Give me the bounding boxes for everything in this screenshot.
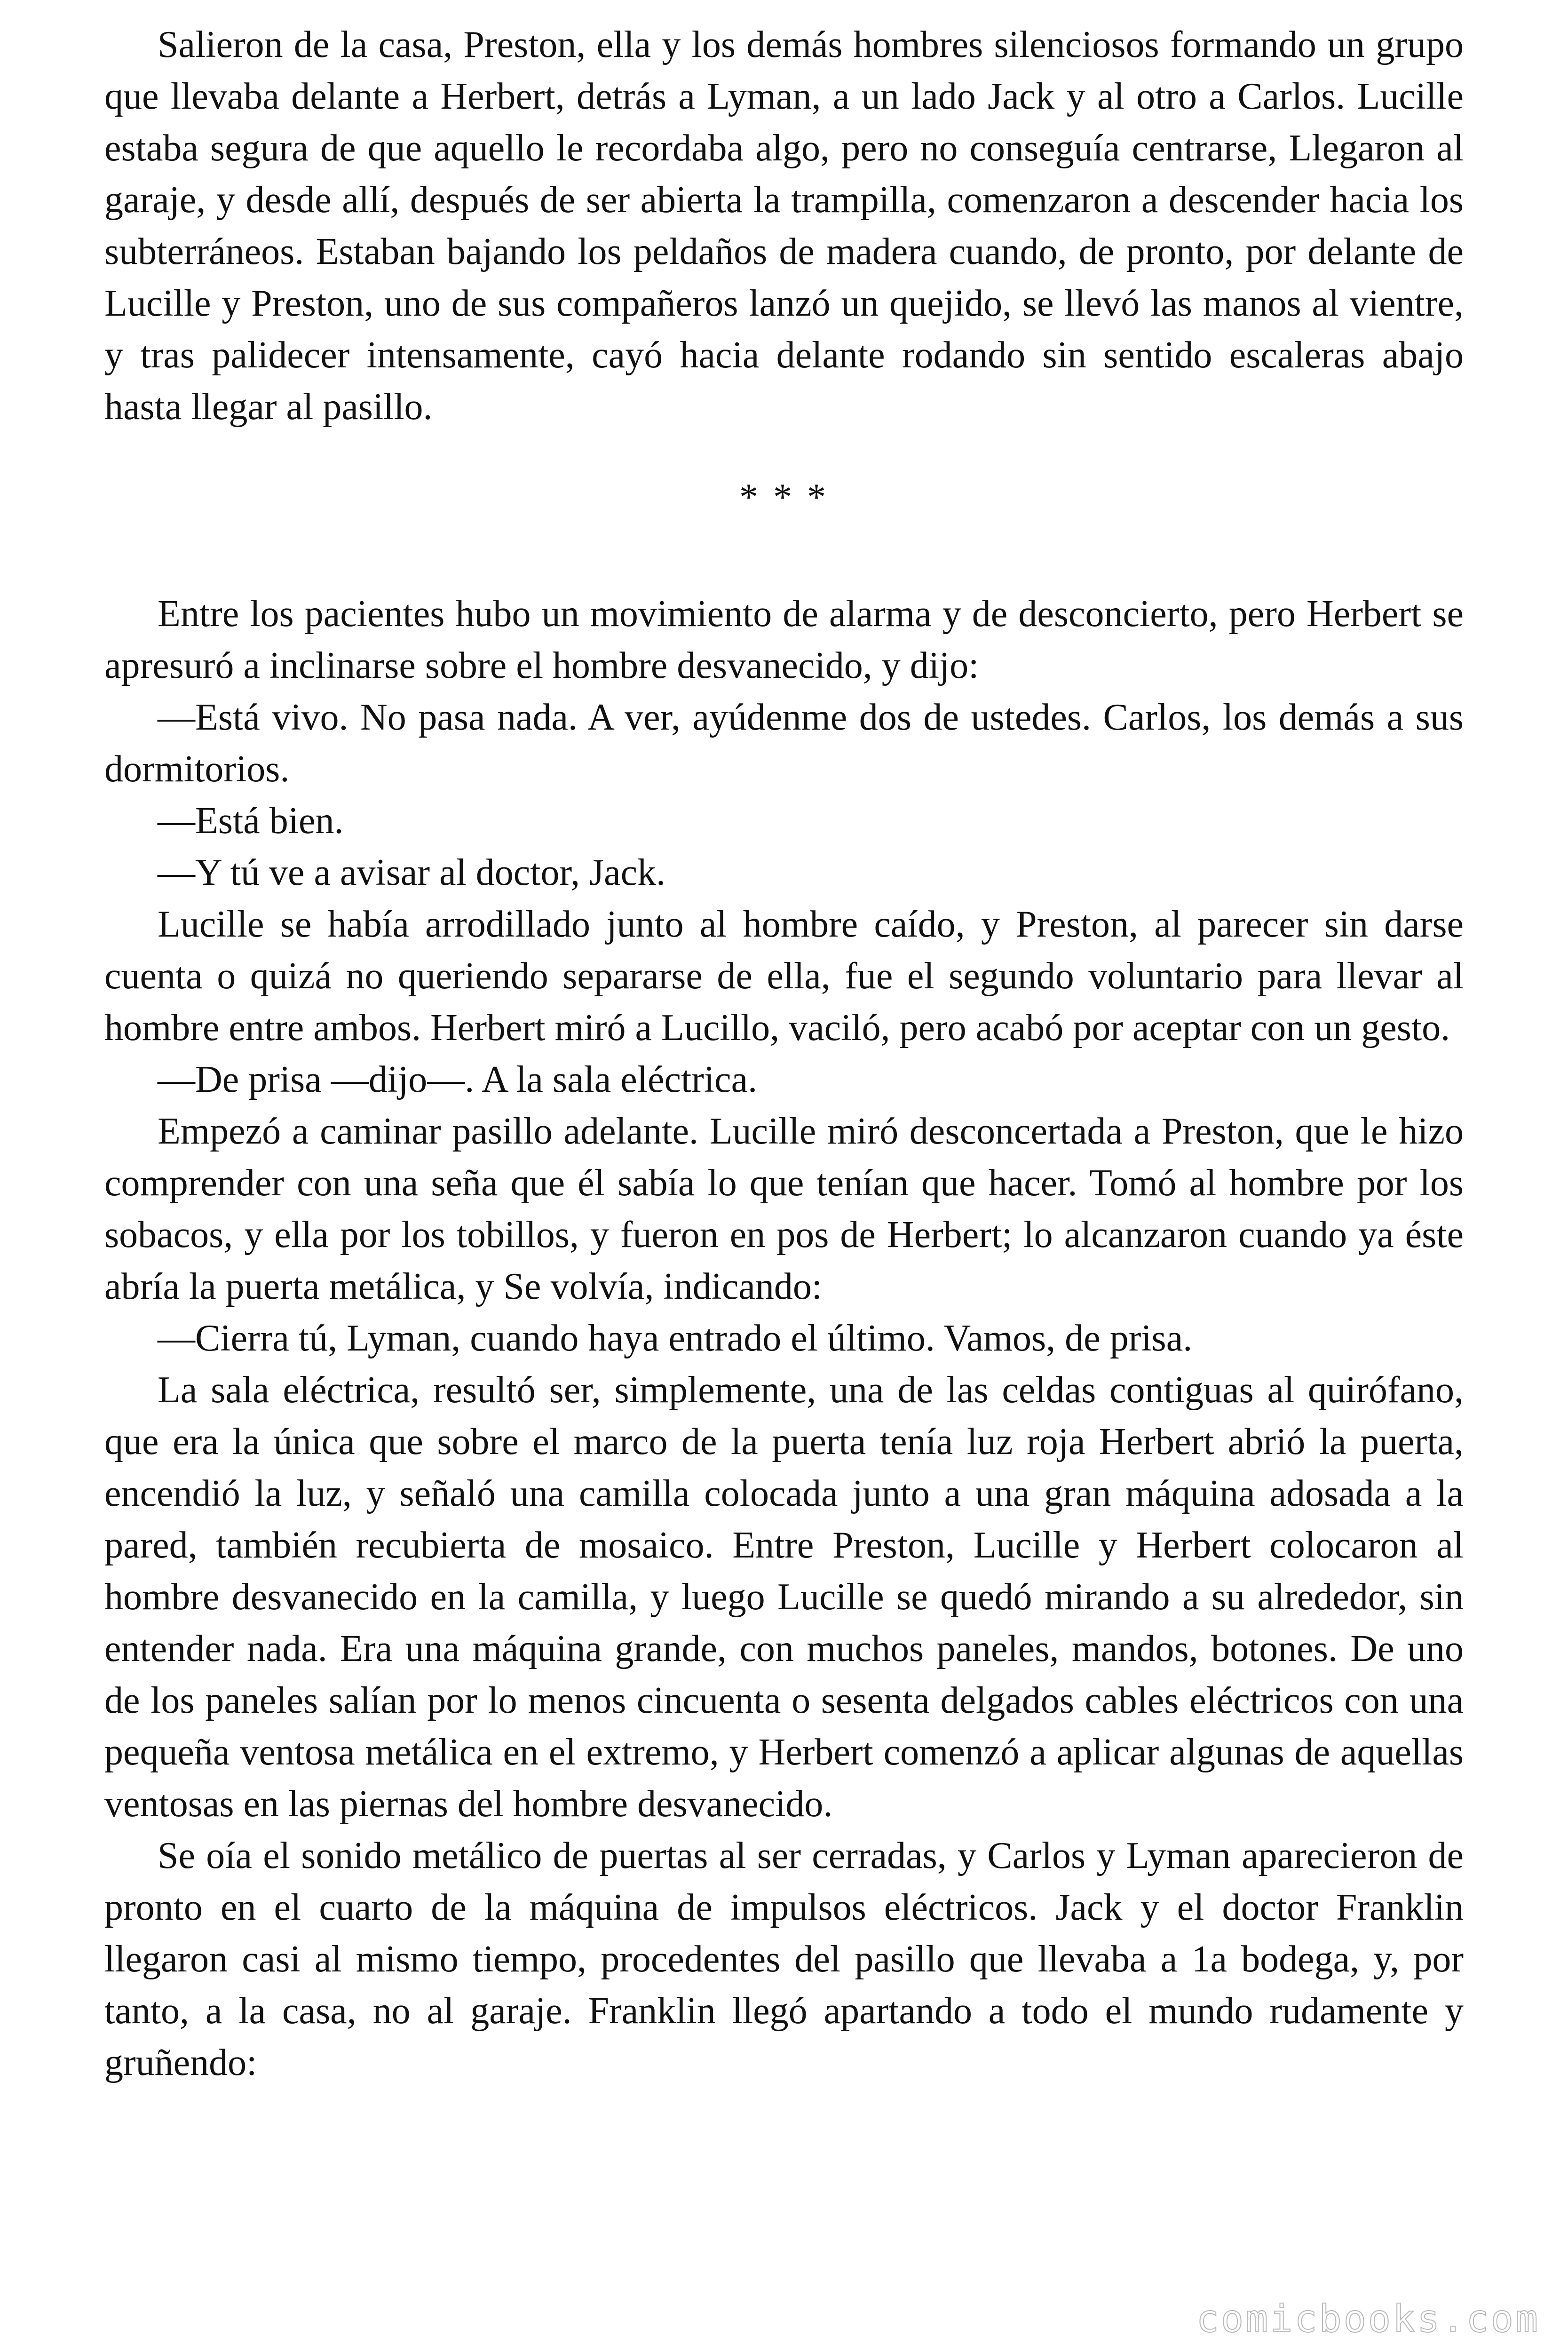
document-page — [104, 19, 1464, 2089]
paragraph: —Cierra tú, Lyman, cuando haya entrado el último. Vamos, de prisa. — [158, 1318, 1193, 1359]
paragraph: Entre los pacientes hubo un movimiento de alarma y de desconcierto, pero Herbert se apresuró a inclinarse sobre el hombre desvanecido, y dijo: — [104, 593, 1464, 686]
paragraph: —Y tú ve a avisar al doctor, Jack. — [158, 852, 666, 893]
paragraph: —Está bien. — [158, 800, 344, 842]
paragraph: Se oía el sonido metálico de puertas al ser cerradas, y Carlos y Lyman aparecieron de pronto en el cuarto de la máquina de impulsos eléctricos. Jack y el doctor Franklin llegaron casi al mismo tiempo, procedentes del pasillo que llevaba a 1a bodega, y, por tanto, a la casa, no al garaje. Franklin llegó apartando a todo el mundo rudamente y gruñendo: — [104, 1835, 1464, 2083]
paragraph: —De prisa —dijo—. A la sala eléctrica. — [158, 1059, 758, 1100]
watermark: comicbooks.com — [1196, 2297, 1540, 2341]
paragraph: Lucille se había arrodillado junto al hombre caído, y Preston, al parecer sin darse cuenta o quizá no queriendo separarse de ella, fue el segundo voluntario para llevar al hombre entre ambos. Herbert miró a Lucillo, vaciló, pero acabó por aceptar con un gesto. — [104, 904, 1464, 1049]
paragraph: La sala eléctrica, resultó ser, simplemente, una de las celdas contiguas al quirófano, que era la única que sobre el marco de la puerta tenía luz roja Herbert abrió la puerta, encendió la luz, y señaló una camilla colocada junto a una gran máquina adosada a la pared, también recubierta de mosaico. Entre Preston, Lucille y Herbert colocaron al hombre desvanecido en la camilla, y luego Lucille se quedó mirando a su alrededor, sin entender nada. Era una máquina grande, con muchos paneles, mandos, botones. De uno de los paneles salían por lo menos cincuenta o sesenta delgados cables eléctricos con una pequeña ventosa metálica en el extremo, y Herbert comenzó a aplicar algunas de aquellas ventosas en las piernas del hombre desvanecido. — [104, 1369, 1464, 1825]
section-separator: * * * — [739, 477, 829, 518]
paragraph: —Está vivo. No pasa nada. A ver, ayúdenme dos de ustedes. Carlos, los demás a sus dormitorios. — [104, 697, 1464, 790]
paragraph: Empezó a caminar pasillo adelante. Lucille miró desconcertada a Preston, que le hizo comprender con una seña que él sabía lo que tenían que hacer. Tomó al hombre por los sobacos, y ella por los tobillos, y fueron en pos de Herbert; lo alcanzaron cuando ya éste abría la puerta metálica, y Se volvía, indicando: — [104, 1111, 1464, 1307]
paragraph: Salieron de la casa, Preston, ella y los demás hombres silenciosos formando un grupo que llevaba delante a Herbert, detrás a Lyman, a un lado Jack y al otro a Carlos. Lucille estaba segura de que aquello le recordaba algo, pero no conseguía centrarse, Llegaron al garaje, y desde allí, después de ser abierta la trampilla, comenzaron a descender hacia los subterráneos. Estaban bajando los peldaños de madera cuando, de pronto, por delante de Lucille y Preston, uno de sus compañeros lanzó un quejido, se llevó las manos al vientre, y tras palidecer intensamente, cayó hacia delante rodando sin sentido escaleras abajo hasta llegar al pasillo. — [104, 24, 1464, 428]
